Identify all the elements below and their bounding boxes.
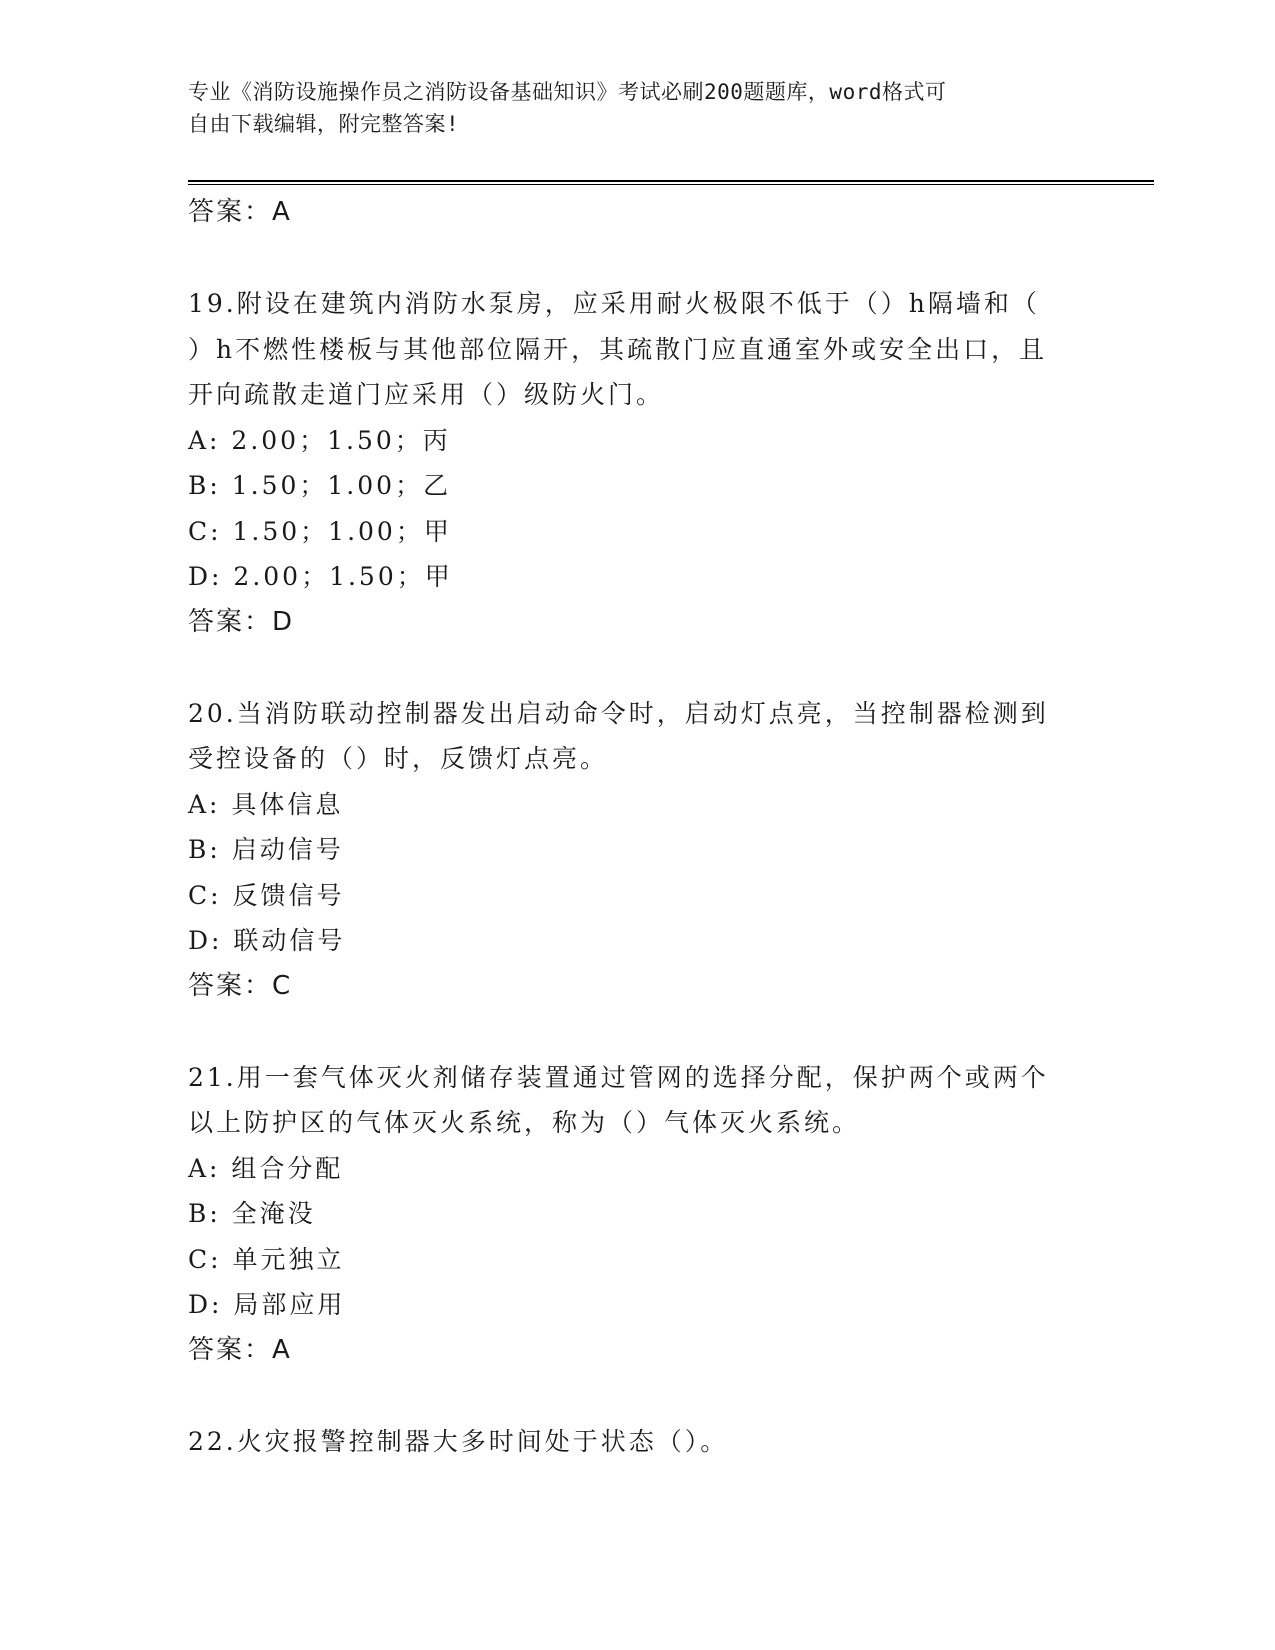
document-header <box>188 76 1088 140</box>
option-a: A: 具体信息 <box>188 789 344 819</box>
question-text: 19.附设在建筑内消防水泵房，应采用耐火极限不低于（）h隔墙和（ <box>188 289 1040 318</box>
spacer <box>188 645 1088 691</box>
question-20 <box>188 691 1088 1010</box>
answer-line: 答案：A <box>188 1334 292 1365</box>
question-text: 21.用一套气体灭火剂储存装置通过管网的选择分配，保护两个或两个 <box>188 1062 1049 1092</box>
question-text: 20.当消防联动控制器发出启动命令时，启动灯点亮，当控制器检测到 <box>188 698 1049 728</box>
question-22 <box>188 1419 1088 1465</box>
header-line-2: 自由下载编辑，附完整答案! <box>188 112 460 136</box>
answer-line: 答案：D <box>188 606 295 637</box>
question-text: 22.火灾报警控制器大多时间处于状态（）。 <box>188 1426 729 1456</box>
option-c: C: 反馈信号 <box>188 880 345 910</box>
option-d: D: 联动信号 <box>188 926 346 955</box>
option-c: C: 1.50；1.00；甲 <box>188 516 452 546</box>
option-b: B: 1.50；1.00；乙 <box>188 471 452 500</box>
option-c: C: 单元独立 <box>188 1244 345 1274</box>
spacer <box>188 236 1088 282</box>
spacer <box>188 1373 1088 1419</box>
question-21 <box>188 1055 1088 1374</box>
question-text: ）h不燃性楼板与其他部位隔开，其疏散门应直通室外或安全出口，且 <box>188 334 1048 364</box>
spacer <box>188 1009 1088 1055</box>
option-b: B: 全淹没 <box>188 1199 316 1228</box>
question-text: 开向疏散走道门应采用（）级防火门。 <box>188 380 665 409</box>
question-text: 以上防护区的气体灭火系统，称为（）气体灭火系统。 <box>188 1108 861 1137</box>
answer-line: 答案：C <box>188 970 293 1001</box>
header-divider-thin <box>188 184 1154 185</box>
answer-line: 答案：A <box>188 197 292 227</box>
option-a: A: 2.00；1.50；丙 <box>188 425 451 455</box>
question-19 <box>188 281 1088 645</box>
option-d: D: 2.00；1.50；甲 <box>188 562 453 591</box>
option-d: D: 局部应用 <box>188 1290 346 1319</box>
question-list <box>188 190 1088 1464</box>
option-a: A: 组合分配 <box>188 1153 344 1183</box>
option-b: B: 启动信号 <box>188 835 344 864</box>
header-divider <box>188 180 1154 182</box>
question-text: 受控设备的（）时，反馈灯点亮。 <box>188 744 609 773</box>
header-line-1: 专业《消防设施操作员之消防设备基础知识》考试必刷200题题库，word格式可 <box>188 80 947 104</box>
